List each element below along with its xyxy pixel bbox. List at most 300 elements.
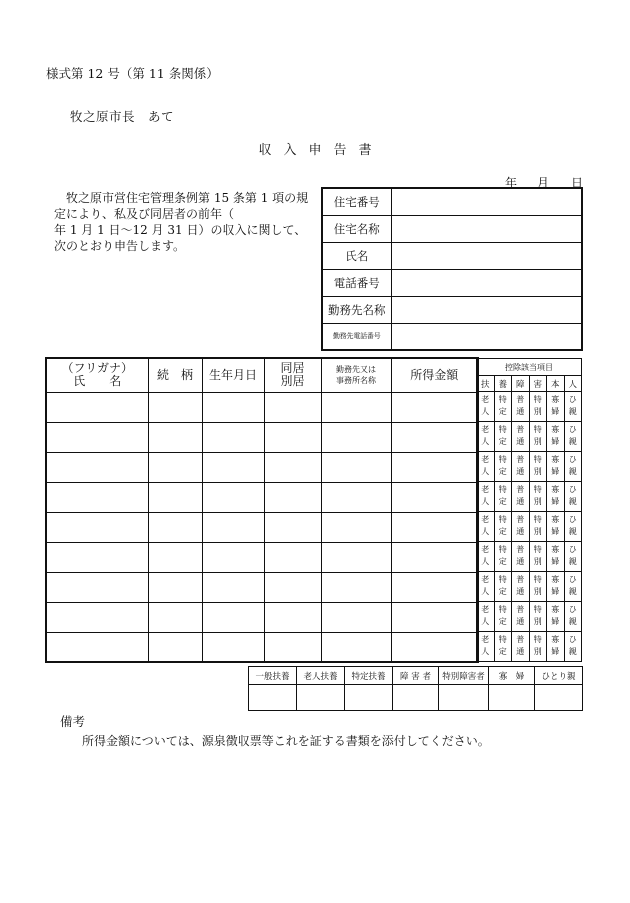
deduction-checkbox-cell[interactable] xyxy=(547,572,565,602)
deduction-cell-bottom-char: 別 xyxy=(533,497,542,506)
deduction-cell-bottom-char: 婦 xyxy=(551,467,560,476)
deduction-cell-bottom-char: 婦 xyxy=(551,587,560,596)
deduction-cell-bottom-char: 人 xyxy=(481,587,490,596)
header-workplace xyxy=(321,358,391,392)
deduction-cell-top-char: 寡 xyxy=(551,515,560,524)
deduction-cell-top-char: 特 xyxy=(533,545,542,554)
deduction-cell-top-char: 特 xyxy=(498,575,507,584)
deduction-checkbox-cell[interactable] xyxy=(547,602,565,632)
household-row xyxy=(46,542,478,572)
deduction-checkbox-cell[interactable] xyxy=(512,572,530,602)
deduction-cell-bottom-char: 定 xyxy=(498,497,507,506)
deduction-cell-bottom-char: 親 xyxy=(568,647,577,656)
deduction-checkbox-cell[interactable] xyxy=(512,422,530,452)
deduction-cell-bottom-char: 定 xyxy=(498,617,507,626)
addressee: 牧之原市長 あて xyxy=(70,109,175,124)
cohabit-cell[interactable] xyxy=(264,482,321,512)
summary-header-elderly-dependent: 老人扶養 xyxy=(297,667,345,685)
deduction-cell-bottom-char: 別 xyxy=(533,557,542,566)
applicant-row-housing-name xyxy=(322,215,582,242)
form-number: 様式第 12 号（第 11 条関係） xyxy=(46,66,219,81)
header-birthdate: 生年月日 xyxy=(202,358,264,392)
deduction-checkbox-cell[interactable] xyxy=(529,512,547,542)
deduction-cell-bottom-char: 通 xyxy=(516,617,525,626)
deduction-cell-top-char: ひ xyxy=(568,635,577,644)
deduction-cell-top-char: 特 xyxy=(498,605,507,614)
deduction-cell-top-char: 老 xyxy=(481,485,490,494)
housing-name-field[interactable] xyxy=(391,215,582,242)
household-members-table xyxy=(45,357,479,663)
workplace-name-field[interactable] xyxy=(391,296,582,323)
workplace-cell[interactable] xyxy=(321,602,391,632)
deduction-cell-bottom-char: 婦 xyxy=(551,617,560,626)
document-title: 収入申告書 xyxy=(258,143,384,158)
relation-cell[interactable] xyxy=(148,392,202,422)
deduction-cell-top-char: 老 xyxy=(481,425,490,434)
deduction-checkbox-cell[interactable] xyxy=(529,632,547,662)
remarks-note: 所得金額については、源泉徴収票等これを証する書類を添付してください。 xyxy=(82,734,490,748)
deduction-cell-bottom-char: 別 xyxy=(533,587,542,596)
deduction-cell-top-char: 普 xyxy=(516,545,525,554)
deduction-checkbox-cell[interactable] xyxy=(477,482,495,512)
deduction-cell-top-char: 寡 xyxy=(551,545,560,554)
deduction-items-table xyxy=(476,358,582,662)
deduction-cell-bottom-char: 婦 xyxy=(551,647,560,656)
deduction-cell-bottom-char: 婦 xyxy=(551,497,560,506)
deduction-subheader-row xyxy=(477,376,582,392)
header-name xyxy=(46,358,148,392)
deduction-cell-top-char: 寡 xyxy=(551,455,560,464)
deduction-cell-bottom-char: 人 xyxy=(481,617,490,626)
income-cell[interactable] xyxy=(391,452,478,482)
deduction-subheader: 養 xyxy=(494,376,512,392)
deduction-cell-top-char: 老 xyxy=(481,515,490,524)
date-day-label: 日 xyxy=(571,176,584,190)
summary-value-general-dependent[interactable] xyxy=(249,685,297,711)
deduction-cell-bottom-char: 定 xyxy=(498,587,507,596)
deduction-checkbox-cell[interactable] xyxy=(547,632,565,662)
housing-name-label: 住宅名称 xyxy=(322,215,391,242)
deduction-checkbox-cell[interactable] xyxy=(547,482,565,512)
deduction-checkbox-cell[interactable] xyxy=(477,452,495,482)
relation-cell[interactable] xyxy=(148,602,202,632)
header-name-text: 氏 名 xyxy=(73,374,122,389)
deduction-cell-bottom-char: 親 xyxy=(568,557,577,566)
deduction-checkbox-cell[interactable] xyxy=(564,632,582,662)
birthdate-cell[interactable] xyxy=(202,482,264,512)
deduction-cell-top-char: 普 xyxy=(516,635,525,644)
deduction-checkbox-cell[interactable] xyxy=(494,542,512,572)
deduction-cell-top-char: 特 xyxy=(533,485,542,494)
deduction-cell-bottom-char: 親 xyxy=(568,497,577,506)
summary-header-row xyxy=(249,667,583,685)
deduction-cell-bottom-char: 別 xyxy=(533,437,542,446)
deduction-cell-bottom-char: 人 xyxy=(481,497,490,506)
summary-value-disabled[interactable] xyxy=(393,685,439,711)
deduction-checkbox-cell[interactable] xyxy=(547,542,565,572)
household-header-row xyxy=(46,358,478,392)
relation-cell[interactable] xyxy=(148,482,202,512)
birthdate-cell[interactable] xyxy=(202,452,264,482)
deduction-checkbox-cell[interactable] xyxy=(494,422,512,452)
deduction-checkbox-cell[interactable] xyxy=(494,632,512,662)
deduction-cell-bottom-char: 定 xyxy=(498,437,507,446)
summary-header-widow: 寡 婦 xyxy=(489,667,535,685)
income-cell[interactable] xyxy=(391,542,478,572)
cohabit-cell[interactable] xyxy=(264,572,321,602)
deduction-checkbox-cell[interactable] xyxy=(547,422,565,452)
deduction-cell-top-char: ひ xyxy=(568,575,577,584)
deduction-cell-top-char: 特 xyxy=(498,485,507,494)
header-cohabit-line1: 同居 xyxy=(280,361,305,376)
deduction-cell-bottom-char: 親 xyxy=(568,407,577,416)
summary-header-disabled: 障 害 者 xyxy=(393,667,439,685)
deduction-cell-top-char: ひ xyxy=(568,605,577,614)
deduction-cell-top-char: 特 xyxy=(533,455,542,464)
deduction-cell-top-char: 寡 xyxy=(551,395,560,404)
deduction-checkbox-cell[interactable] xyxy=(512,632,530,662)
deduction-checkbox-cell[interactable] xyxy=(564,542,582,572)
deduction-checkbox-cell[interactable] xyxy=(477,572,495,602)
deduction-cell-top-char: 特 xyxy=(498,545,507,554)
deduction-cell-top-char: 老 xyxy=(481,545,490,554)
deduction-cell-bottom-char: 定 xyxy=(498,467,507,476)
intro-paragraph: 牧之原市営住宅管理条例第 15 条第 1 項の規定により、私及び同居者の前年（ 年 1 月 1 日～12 月 31 日）の収入に関して、次のとおり申告します。 xyxy=(54,191,319,253)
deduction-cell-bottom-char: 通 xyxy=(516,407,525,416)
deduction-cell-top-char: ひ xyxy=(568,395,577,404)
deduction-subheader: 本 xyxy=(547,376,565,392)
applicant-row-phone xyxy=(322,269,582,296)
deduction-checkbox-cell[interactable] xyxy=(477,632,495,662)
workplace-cell[interactable] xyxy=(321,422,391,452)
cohabit-cell[interactable] xyxy=(264,392,321,422)
deduction-checkbox-cell[interactable] xyxy=(494,512,512,542)
summary-header-special-disabled: 特別障害者 xyxy=(439,667,489,685)
deduction-cell-bottom-char: 定 xyxy=(498,557,507,566)
header-workplace-line2: 事務所名称 xyxy=(336,376,376,386)
summary-value-specific-dependent[interactable] xyxy=(345,685,393,711)
deduction-cell-top-char: 寡 xyxy=(551,425,560,434)
applicant-row-workplace-phone xyxy=(322,323,582,350)
phone-label: 電話番号 xyxy=(322,269,391,296)
deduction-checkbox-cell[interactable] xyxy=(564,512,582,542)
deduction-cell-top-char: 普 xyxy=(516,605,525,614)
deduction-cell-top-char: 普 xyxy=(516,425,525,434)
deduction-cell-top-char: 特 xyxy=(533,635,542,644)
deduction-body xyxy=(477,392,582,662)
deduction-checkbox-cell[interactable] xyxy=(564,602,582,632)
deduction-cell-bottom-char: 定 xyxy=(498,527,507,536)
household-row xyxy=(46,452,478,482)
summary-header-general-dependent: 一般扶養 xyxy=(249,667,297,685)
deduction-subheader: 扶 xyxy=(477,376,495,392)
deduction-cell-top-char: 寡 xyxy=(551,485,560,494)
deduction-checkbox-cell[interactable] xyxy=(494,392,512,422)
birthdate-cell[interactable] xyxy=(202,392,264,422)
deduction-checkbox-cell[interactable] xyxy=(477,512,495,542)
deduction-cell-bottom-char: 婦 xyxy=(551,527,560,536)
deduction-cell-top-char: 特 xyxy=(498,515,507,524)
name-cell[interactable] xyxy=(46,422,148,452)
deduction-cell-top-char: ひ xyxy=(568,485,577,494)
deduction-checkbox-cell[interactable] xyxy=(547,452,565,482)
name-cell[interactable] xyxy=(46,482,148,512)
header-cohabit xyxy=(264,358,321,392)
deduction-checkbox-cell[interactable] xyxy=(512,482,530,512)
workplace-cell[interactable] xyxy=(321,482,391,512)
deduction-row xyxy=(477,482,582,512)
name-cell[interactable] xyxy=(46,512,148,542)
deduction-cell-bottom-char: 親 xyxy=(568,587,577,596)
deduction-cell-bottom-char: 通 xyxy=(516,467,525,476)
deduction-cell-bottom-char: 親 xyxy=(568,437,577,446)
deduction-cell-bottom-char: 別 xyxy=(533,617,542,626)
applicant-info-table xyxy=(321,187,583,351)
deduction-cell-bottom-char: 人 xyxy=(481,407,490,416)
deduction-cell-top-char: 寡 xyxy=(551,575,560,584)
deduction-checkbox-cell[interactable] xyxy=(529,602,547,632)
deduction-cell-top-char: ひ xyxy=(568,455,577,464)
deduction-checkbox-cell[interactable] xyxy=(494,602,512,632)
workplace-cell[interactable] xyxy=(321,542,391,572)
summary-header-specific-dependent: 特定扶養 xyxy=(345,667,393,685)
deduction-cell-bottom-char: 人 xyxy=(481,467,490,476)
income-cell[interactable] xyxy=(391,602,478,632)
relation-cell[interactable] xyxy=(148,572,202,602)
deduction-cell-bottom-char: 人 xyxy=(481,437,490,446)
deduction-checkbox-cell[interactable] xyxy=(529,392,547,422)
header-name-kana: （フリガナ） xyxy=(61,361,133,376)
deduction-cell-bottom-char: 定 xyxy=(498,407,507,416)
cohabit-cell[interactable] xyxy=(264,452,321,482)
deduction-checkbox-cell[interactable] xyxy=(564,392,582,422)
applicant-name-field[interactable] xyxy=(391,242,582,269)
deduction-cell-top-char: 普 xyxy=(516,395,525,404)
deduction-cell-top-char: ひ xyxy=(568,545,577,554)
name-cell[interactable] xyxy=(46,602,148,632)
applicant-row-name xyxy=(322,242,582,269)
deduction-checkbox-cell[interactable] xyxy=(564,572,582,602)
deduction-cell-top-char: 特 xyxy=(533,515,542,524)
deduction-cell-bottom-char: 通 xyxy=(516,527,525,536)
deduction-cell-top-char: 普 xyxy=(516,575,525,584)
deduction-cell-top-char: 普 xyxy=(516,485,525,494)
deduction-checkbox-cell[interactable] xyxy=(547,512,565,542)
deduction-cell-bottom-char: 通 xyxy=(516,497,525,506)
summary-value-special-disabled[interactable] xyxy=(439,685,489,711)
deduction-cell-top-char: 老 xyxy=(481,635,490,644)
deduction-cell-bottom-char: 通 xyxy=(516,587,525,596)
deduction-cell-bottom-char: 婦 xyxy=(551,437,560,446)
summary-value-row xyxy=(249,685,583,711)
deduction-cell-top-char: ひ xyxy=(568,515,577,524)
deduction-cell-bottom-char: 親 xyxy=(568,527,577,536)
name-cell[interactable] xyxy=(46,392,148,422)
deduction-row xyxy=(477,512,582,542)
deduction-checkbox-cell[interactable] xyxy=(564,482,582,512)
deduction-checkbox-cell[interactable] xyxy=(477,542,495,572)
deduction-checkbox-cell[interactable] xyxy=(512,602,530,632)
name-cell[interactable] xyxy=(46,452,148,482)
household-body xyxy=(46,392,478,662)
deduction-row xyxy=(477,542,582,572)
relation-cell[interactable] xyxy=(148,422,202,452)
deduction-cell-bottom-char: 人 xyxy=(481,557,490,566)
date-month-label: 月 xyxy=(537,176,550,190)
workplace-phone-field[interactable] xyxy=(391,323,582,350)
deduction-cell-bottom-char: 親 xyxy=(568,467,577,476)
deduction-cell-top-char: 特 xyxy=(498,395,507,404)
workplace-cell[interactable] xyxy=(321,512,391,542)
workplace-cell[interactable] xyxy=(321,572,391,602)
name-cell[interactable] xyxy=(46,542,148,572)
workplace-cell[interactable] xyxy=(321,632,391,662)
deduction-row xyxy=(477,452,582,482)
deduction-checkbox-cell[interactable] xyxy=(494,482,512,512)
deduction-cell-top-char: 特 xyxy=(498,455,507,464)
income-cell[interactable] xyxy=(391,512,478,542)
deduction-row xyxy=(477,572,582,602)
deduction-subheader: 害 xyxy=(529,376,547,392)
deduction-cell-top-char: 特 xyxy=(533,425,542,434)
deduction-summary-table xyxy=(248,666,583,711)
deduction-checkbox-cell[interactable] xyxy=(547,392,565,422)
deduction-cell-top-char: 老 xyxy=(481,455,490,464)
deduction-cell-bottom-char: 通 xyxy=(516,557,525,566)
household-row xyxy=(46,632,478,662)
deduction-cell-bottom-char: 定 xyxy=(498,647,507,656)
header-workplace-line1: 勤務先又は xyxy=(336,365,376,375)
cohabit-cell[interactable] xyxy=(264,542,321,572)
workplace-cell[interactable] xyxy=(321,392,391,422)
applicant-row-workplace xyxy=(322,296,582,323)
birthdate-cell[interactable] xyxy=(202,512,264,542)
summary-value-single-parent[interactable] xyxy=(535,685,583,711)
deduction-cell-top-char: 特 xyxy=(533,605,542,614)
relation-cell[interactable] xyxy=(148,632,202,662)
deduction-subheader: 人 xyxy=(564,376,582,392)
deduction-cell-top-char: 老 xyxy=(481,395,490,404)
date-year-label: 年 xyxy=(505,176,518,190)
deduction-cell-bottom-char: 親 xyxy=(568,617,577,626)
deduction-checkbox-cell[interactable] xyxy=(529,482,547,512)
deduction-cell-top-char: 寡 xyxy=(551,635,560,644)
deduction-checkbox-cell[interactable] xyxy=(512,452,530,482)
summary-header-single-parent: ひとり親 xyxy=(535,667,583,685)
cohabit-cell[interactable] xyxy=(264,602,321,632)
income-cell[interactable] xyxy=(391,482,478,512)
deduction-row xyxy=(477,632,582,662)
deduction-cell-bottom-char: 婦 xyxy=(551,557,560,566)
deduction-checkbox-cell[interactable] xyxy=(529,422,547,452)
deduction-checkbox-cell[interactable] xyxy=(564,422,582,452)
header-income: 所得金額 xyxy=(391,358,478,392)
deduction-cell-top-char: 普 xyxy=(516,515,525,524)
summary-value-widow[interactable] xyxy=(489,685,535,711)
deduction-cell-bottom-char: 別 xyxy=(533,407,542,416)
cohabit-cell[interactable] xyxy=(264,422,321,452)
header-cohabit-line2: 別居 xyxy=(280,374,305,389)
deduction-cell-bottom-char: 別 xyxy=(533,647,542,656)
deduction-cell-top-char: 特 xyxy=(498,425,507,434)
deduction-cell-top-char: 老 xyxy=(481,605,490,614)
deduction-cell-bottom-char: 人 xyxy=(481,647,490,656)
workplace-name-label: 勤務先名称 xyxy=(322,296,391,323)
workplace-phone-label: 勤務先電話番号 xyxy=(322,323,391,350)
household-row xyxy=(46,572,478,602)
birthdate-cell[interactable] xyxy=(202,542,264,572)
relation-cell[interactable] xyxy=(148,542,202,572)
deduction-checkbox-cell[interactable] xyxy=(512,512,530,542)
housing-number-field[interactable] xyxy=(391,188,582,215)
deduction-checkbox-cell[interactable] xyxy=(512,542,530,572)
summary-value-elderly-dependent[interactable] xyxy=(297,685,345,711)
income-cell[interactable] xyxy=(391,632,478,662)
header-relation: 続 柄 xyxy=(148,358,202,392)
income-cell[interactable] xyxy=(391,392,478,422)
name-cell[interactable] xyxy=(46,632,148,662)
deduction-cell-top-char: ひ xyxy=(568,425,577,434)
income-cell[interactable] xyxy=(391,422,478,452)
birthdate-cell[interactable] xyxy=(202,632,264,662)
deduction-row xyxy=(477,422,582,452)
deduction-checkbox-cell[interactable] xyxy=(494,572,512,602)
deduction-checkbox-cell[interactable] xyxy=(477,602,495,632)
deduction-cell-top-char: 特 xyxy=(498,635,507,644)
deduction-checkbox-cell[interactable] xyxy=(529,572,547,602)
deduction-checkbox-cell[interactable] xyxy=(529,452,547,482)
birthdate-cell[interactable] xyxy=(202,572,264,602)
deduction-checkbox-cell[interactable] xyxy=(512,392,530,422)
deduction-cell-top-char: 老 xyxy=(481,575,490,584)
workplace-cell[interactable] xyxy=(321,452,391,482)
relation-cell[interactable] xyxy=(148,452,202,482)
deduction-checkbox-cell[interactable] xyxy=(477,392,495,422)
deduction-cell-top-char: 寡 xyxy=(551,605,560,614)
deduction-row xyxy=(477,392,582,422)
deduction-checkbox-cell[interactable] xyxy=(477,422,495,452)
deduction-cell-bottom-char: 人 xyxy=(481,527,490,536)
household-row xyxy=(46,512,478,542)
deduction-cell-top-char: 特 xyxy=(533,575,542,584)
phone-field[interactable] xyxy=(391,269,582,296)
deduction-row xyxy=(477,602,582,632)
income-cell[interactable] xyxy=(391,572,478,602)
birthdate-cell[interactable] xyxy=(202,602,264,632)
applicant-row-housing-number xyxy=(322,188,582,215)
deduction-cell-bottom-char: 別 xyxy=(533,527,542,536)
household-row xyxy=(46,392,478,422)
deduction-checkbox-cell[interactable] xyxy=(529,542,547,572)
applicant-name-label: 氏名 xyxy=(322,242,391,269)
deduction-cell-top-char: 普 xyxy=(516,455,525,464)
remarks-heading: 備考 xyxy=(60,714,86,729)
name-cell[interactable] xyxy=(46,572,148,602)
deduction-checkbox-cell[interactable] xyxy=(494,452,512,482)
household-row xyxy=(46,602,478,632)
relation-cell[interactable] xyxy=(148,512,202,542)
deduction-cell-top-char: 特 xyxy=(533,395,542,404)
deduction-checkbox-cell[interactable] xyxy=(564,452,582,482)
deduction-cell-bottom-char: 婦 xyxy=(551,407,560,416)
cohabit-cell[interactable] xyxy=(264,512,321,542)
birthdate-cell[interactable] xyxy=(202,422,264,452)
deduction-cell-bottom-char: 通 xyxy=(516,437,525,446)
housing-number-label: 住宅番号 xyxy=(322,188,391,215)
cohabit-cell[interactable] xyxy=(264,632,321,662)
deduction-cell-bottom-char: 通 xyxy=(516,647,525,656)
deduction-title-row xyxy=(477,359,582,376)
